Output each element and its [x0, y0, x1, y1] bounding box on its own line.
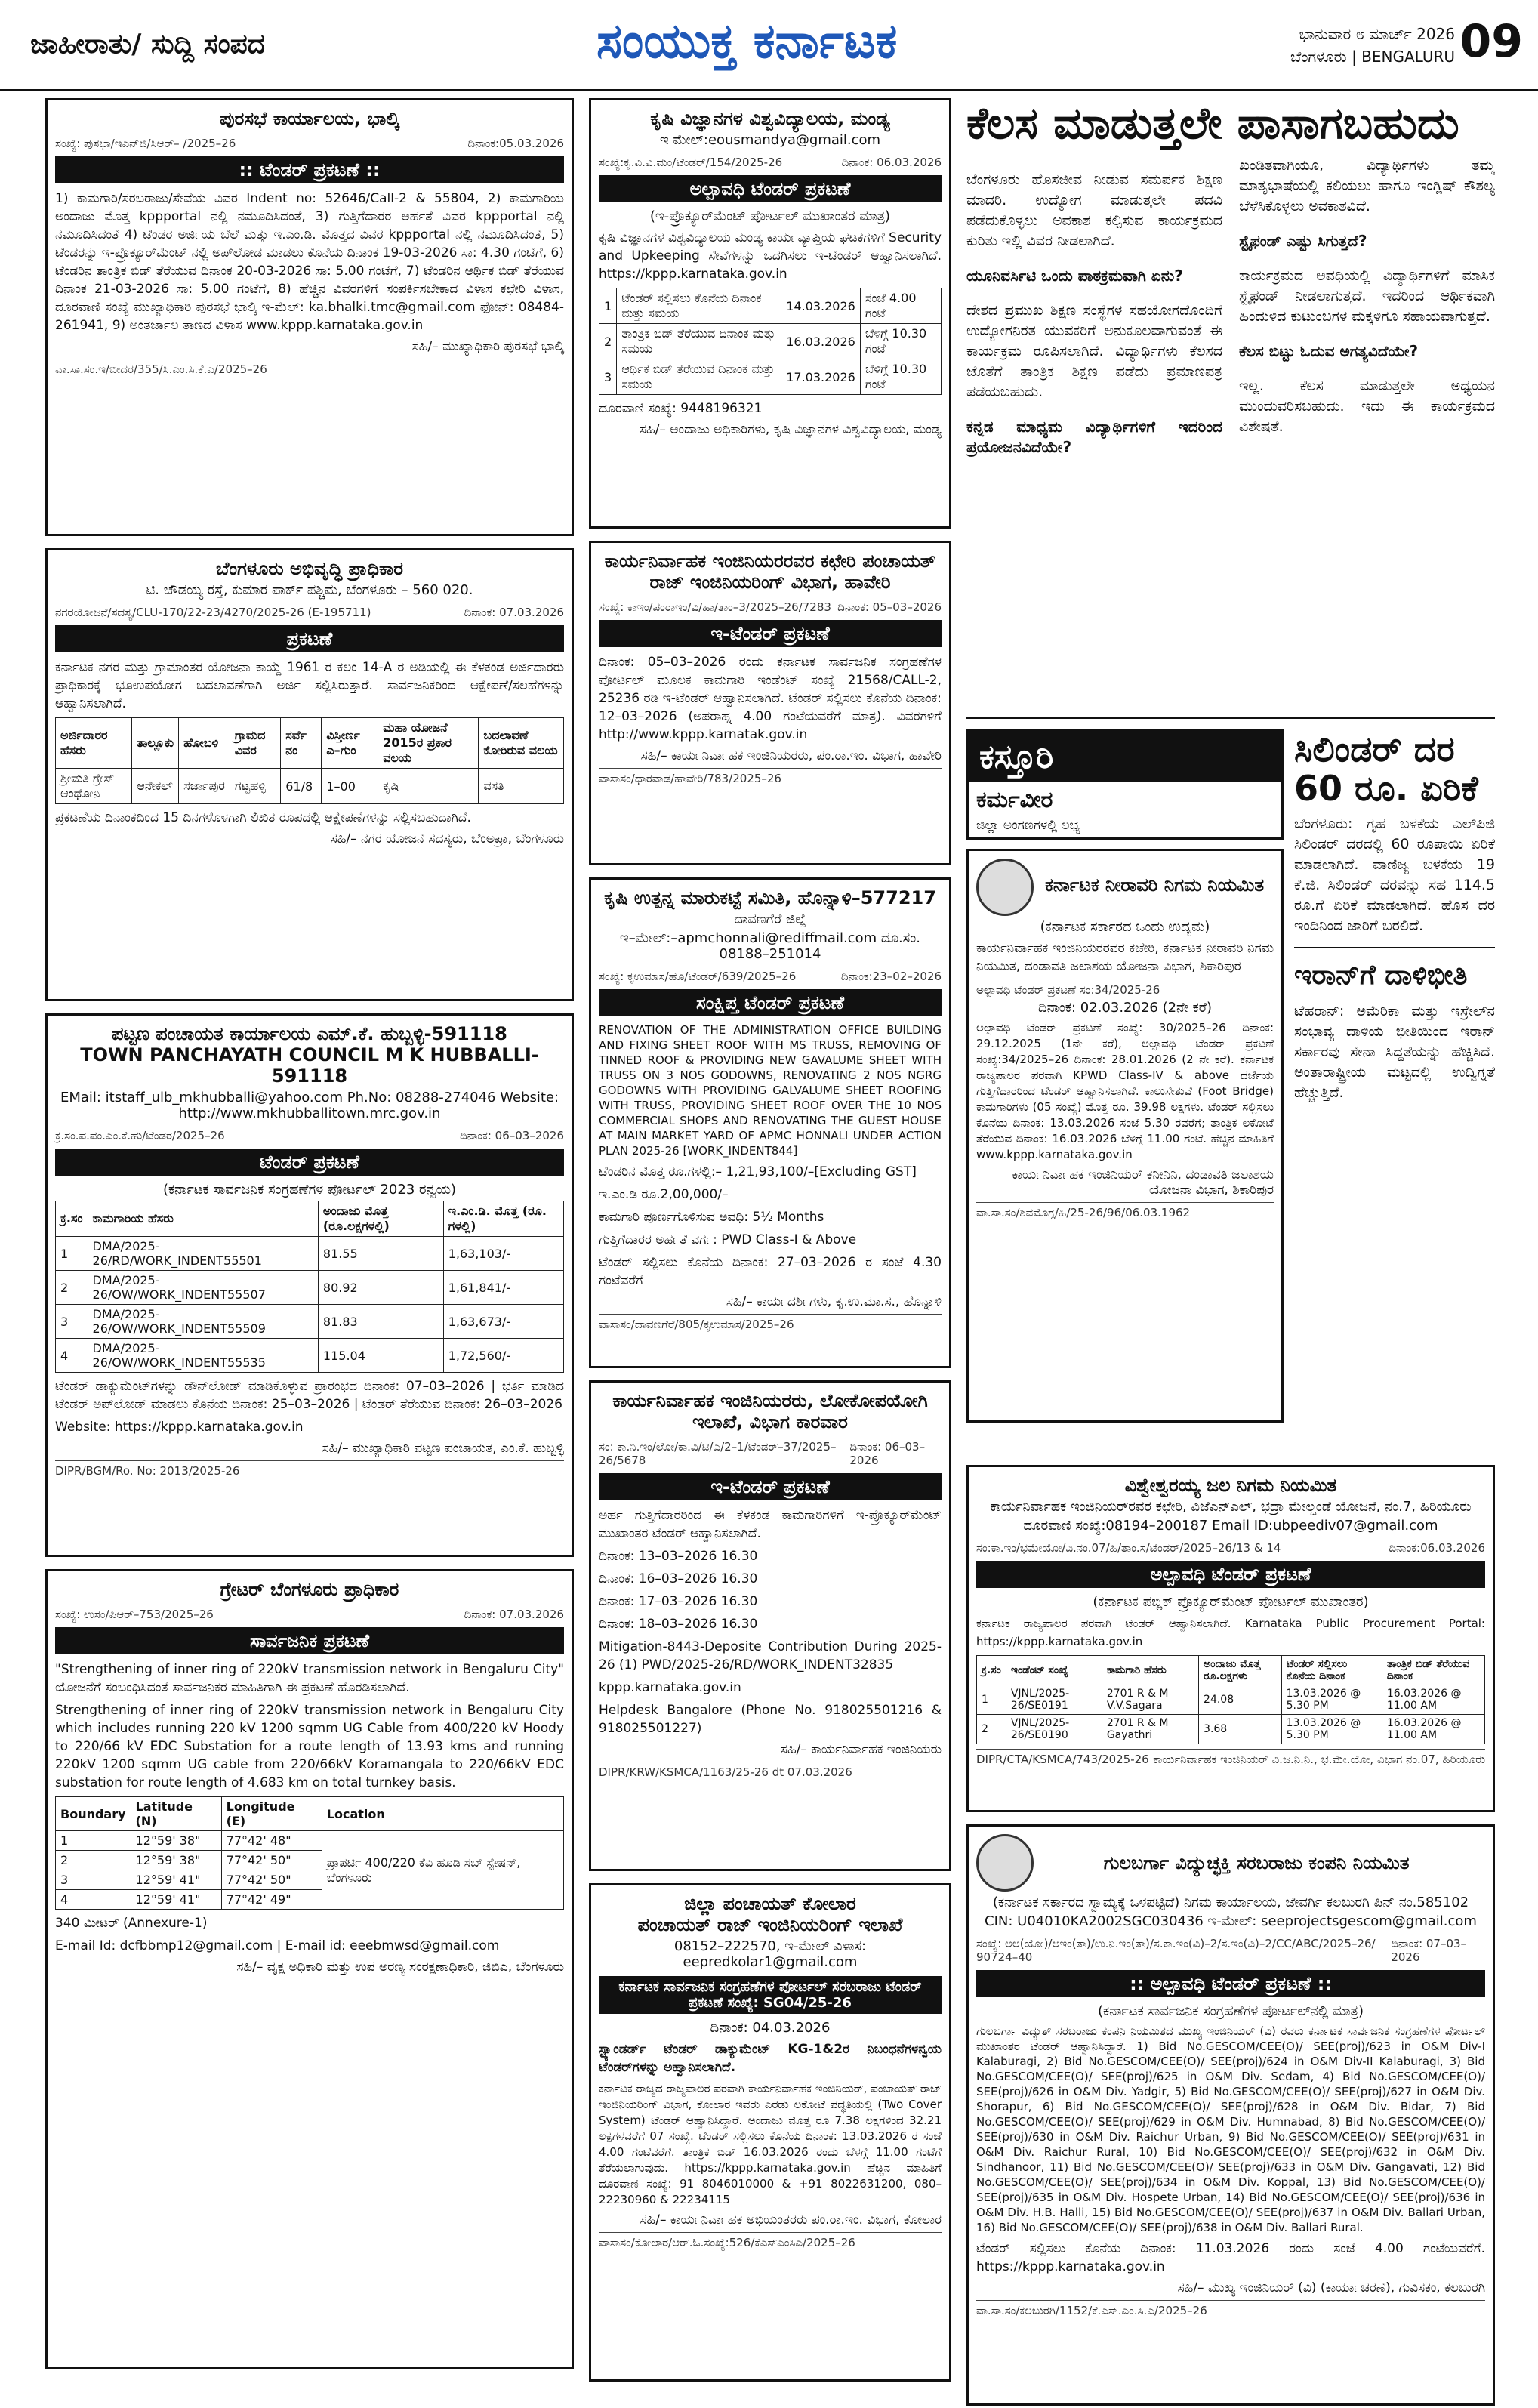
table-cell: 13.03.2026 @ 5.30 PM: [1281, 1715, 1382, 1744]
ad-email: ಇ–ಮೇಲ್:–apmchonnali@rediffmail.com ದೂ.ಸಂ. 08188–251014: [620, 930, 920, 962]
table-row: [977, 1715, 1485, 1744]
table-cell: 16.03.2026 @ 11.00 AM: [1382, 1715, 1484, 1744]
table-cell: DMA/2025-26/OW/WORK_INDENT55535: [88, 1339, 318, 1373]
ad-sign: ಸಹಿ/– ಕಾರ್ಯನಿರ್ವಾಹಕ ಇಂಜಿನಿಯರರು, ಪಂ.ರಾ.ಇಂ. ವಿಭಾಗ, ಹಾವೇರಿ: [640, 748, 942, 763]
ad-number: ಸಂಖ್ಯೆ: ಅಅ(ಯೋ)/ಅಇಂ(ತಾ)/ಉ.ನಿ.ಇಂ(ತಾ)/ಸ.ಕಾ.ಇಂ(ವಿ)–2/ಸ.ಇಂ(ವಿ)–2/CC/ABC/2025–26/ 90724–40: [976, 1937, 1376, 1964]
ad-sign: ಕಾರ್ಯನಿರ್ವಾಹಕ ಇಂಜಿನಿಯರ್ ವಿ.ಜ.ನಿ.ನಿ., ಭ.ಮೇ.ಯೋ, ವಿಭಾಗ ನಂ.07, ಹಿರಿಯೂರು: [1153, 1753, 1485, 1766]
table-cell: 16.03.2026 @ 11.00 AM: [1382, 1685, 1484, 1715]
news-body: ಬೆಂಗಳೂರು: ಗೃಹ ಬಳಕೆಯ ಎಲ್‌ಪಿಜಿ ಸಿಲಿಂಡರ್ ದರದಲ್ಲಿ 60 ರೂಪಾಯಿ ಏರಿಕೆ ಮಾಡಲಾಗಿದೆ. ವಾಣಿಜ್ಯ ಬಳಕೆಯ 19 ಕೆ.ಜಿ. ಸಿಲಿಂಡರ್ ದರವನ್ನು ಸಹ 114.5 ರೂ.ಗೆ ಏರಿಕೆ ಮಾಡಲಾಗಿದೆ. ಹೊಸ ದರ ಇಂದಿನಿಂದ ಜಾರಿಗೆ ಬರಲಿದೆ.: [1294, 816, 1495, 934]
ad-date: ದಿನಾಂಕ:23–02–2026: [840, 970, 942, 983]
ad-number: ಸಂಖ್ಯೆ: ಕೃಉಮಾಸ/ಹೊ/ಟೆಂಡರ್/639/2025–26: [599, 970, 797, 983]
table-header: ಹೋಬಳಿ: [179, 718, 230, 769]
table-cell: 4: [56, 1339, 88, 1373]
ad-body: ದಿನಾಂಕ: 05–03–2026 ರಂದು ಕರ್ನಾಟಕ ಸಾರ್ವಜನಿಕ ಸಂಗ್ರಹಣೆಗಳ ಪೋರ್ಟಲ್ ಮೂಲಕ ಕಾಮಗಾರಿ ಇಂಡೆಂಟ್ ಸಂಖ್ಯೆ 21568/CALL-2, 25236 ರಡಿ ಇ-ಟೆಂಡರ್ ಆಹ್ವಾನಿಸಲಾಗಿದೆ. ಟೆಂಡರ್ ಸಲ್ಲಿಸಲು ಕೊನೆಯ ದಿನಾಂಕ: 12–03–2026 (ಅಪರಾಹ್ನ 4.00 ಗಂಟೆಯವರೆಗೆ ಮಾತ್ರ). ವಿವರಗಳಿಗೆ http://www.kppp.karnatak.gov.in: [599, 655, 942, 742]
table-cell: ಕೃಷಿ: [378, 769, 479, 804]
table-cell: 3.68: [1199, 1715, 1282, 1744]
ad-date: ದಿನಾಂಕ: 07.03.2026: [464, 606, 564, 619]
ad-sign: ಸಹಿ/– ಮುಖ್ಯ ಇಂಜಿನಿಯರ್ (ವಿ) (ಕಾರ್ಯಾಚರಣೆ), ಗುವಿಸಕಂ, ಕಲಬುರಗಿ: [1177, 2280, 1485, 2295]
ad-body: 1) ಕಾಮಗಾರಿ/ಸರಬರಾಜು/ಸೇವೆಯ ವಿವರ Indent no: 52646/Call-2 & 55804, 2) ಕಾಮಗಾರಿಯ ಅಂದಾಜು ಮೊತ್ತ kppportal ನಲ್ಲಿ ನಮೂದಿಸಿದಂತೆ, 3) ಗುತ್ತಿಗೆದಾರರ ಅರ್ಹತೆ ವಿವರ kppportal ನಲ್ಲಿ ನಮೂದಿಸಿದಂತೆ 4) ಟೆಂಡರ ಅರ್ಜಿಯ ಬೆಲೆ ಮತ್ತು ಇ.ಎಂ.ಡಿ. ಮೊತ್ತದ ವಿವರ kppportal ನಲ್ಲಿ ನಮೂದಿಸಿದಂತೆ, 5) ಟೆಂಡರನ್ನು ಇ-ಪ್ರೊಕ್ಯೂರ್‌ಮೆಂಟ್ ನಲ್ಲಿ ಅಪ್‌ಲೋಡ ಮಾಡಲು ಕೊನೆಯ ದಿನಾಂಕ 19-03-2026 ಸಾ: 4.30 ಗಂಟೆಗೆ, 6) ಟೆಂಡರಿನ ತಾಂತ್ರಿಕ ಬಿಡ್ ತೆರೆಯುವ ದಿನಾಂಕ 20-03-2026 ಸಾ: 5.00 ಗಂಟೆಗೆ, 7) ಟೆಂಡರಿನ ಆರ್ಥಿಕ ಬಿಡ್ ತೆರೆಯುವ ದಿನಾಂಕ 21-03-2026 ಸಾ: 5.00 ಗಂಟೆಗೆ, 8) ಹೆಚ್ಚಿನ ವಿವರಗಳಿಗೆ ಸಂಪರ್ಕಿಸಬೇಕಾದ ವಿಳಾಸ ಕಛೇರಿ ವಿಳಾಸ, ದೂರವಾಣಿ ಸಂಖ್ಯೆ ಮುಖ್ಯಾಧಿಕಾರಿ ಪುರಸಭೆ ಭಾಲ್ಕಿ ಇ-ಮೆಲ್: ka.bhalki.tmc@gmail.com ಫೋನ್: 08484-261941, 9) ಅಂತರ್ಜಾಲ ತಾಣದ ವಿಳಾಸ www.kppp.karnataka.gov.in: [55, 191, 564, 333]
section-title: ಜಾಹೀರಾತು/ ಸುದ್ದಿ ಸಂಪದ: [30, 29, 265, 60]
ad-ref: DIPR/KRW/KSMCA/1163/25-26 dt 07.03.2026: [599, 1765, 852, 1779]
table-cell: ಸರ್ಜಾಪುರ: [179, 769, 230, 804]
page-number: 09: [1459, 15, 1523, 68]
article-intro: ಬೆಂಗಳೂರು ಹೊಸಜೀವ ನೀಡುವ ಸಮರ್ಪಕ ಶಿಕ್ಷಣ ಮಾದರಿ. ಉದ್ಯೋಗ ಮಾಡುತ್ತಲೇ ಪದವಿ ಪಡೆದುಕೊಳ್ಳಲು ಅವಕಾಶ ಕಲ್ಪಿಸುವ ಕಾರ್ಯಕ್ರಮದ ಕುರಿತು ಇಲ್ಲಿ ವಿವರ ನೀಡಲಾಗಿದೆ.: [966, 171, 1222, 249]
ad-office: ಕಾರ್ಯನಿರ್ವಾಹಕ ಇಂಜಿನಿಯರರವರ ಕಚೇರಿ, ಕರ್ನಾಟಕ ನೀರಾವರಿ ನಿಗಮ ನಿಯಮಿತ, ದಂಡಾವತಿ ಜಲಾಶಯ ಯೋಜನಾ ವಿಭಾಗ, ಶಿಕಾರಿಪುರ: [976, 941, 1274, 974]
article-body: [966, 156, 1495, 462]
table-row: [56, 1271, 564, 1305]
apmc-honnali-tender-ad: [589, 877, 951, 1368]
table-cell: DMA/2025-26/OW/WORK_INDENT55509: [88, 1305, 318, 1339]
table-cell: 2: [56, 1851, 131, 1870]
table-header: ಕ್ರ.ಸಂ: [56, 1201, 88, 1237]
ad-address: ಟಿ. ಚೌಡಯ್ಯ ರಸ್ತೆ, ಕುಮಾರ ಪಾರ್ಕ್ ಪಶ್ಚಿಮ, ಬೆಂಗಳೂರು – 560 020.: [146, 582, 473, 598]
ad-number: ಸಂ:ಕಾ.ಇಂ/ಭಮೇಯೋ/ವಿ.ನಂ.07/ಹಿ/ತಾಂ.ಸ/ಟೆಂಡರ್/2025–26/13 & 14: [976, 1541, 1281, 1555]
ad-title: ಪಟ್ಟಣ ಪಂಚಾಯತ ಕಾರ್ಯಾಲಯ ಎಮ್.ಕೆ. ಹುಬ್ಬಳ್ಳಿ-591118: [112, 1023, 507, 1044]
table-cell: 77°42' 49": [221, 1890, 322, 1910]
table-header: ಗ್ರಾಮದ ವಿವರ: [230, 718, 280, 769]
table-cell: 81.55: [318, 1237, 443, 1271]
ad-date: ದಿನಾಂಕ: 07.03.2026: [464, 1608, 564, 1621]
ad-sign: ಸಹಿ/– ಮುಖ್ಯಾಧಿಕಾರಿ ಪಟ್ಟಣ ಪಂಚಾಯತ, ಎಂ.ಕೆ. ಹುಬ್ಬಳ್ಳಿ: [322, 1441, 564, 1456]
table-cell: 2: [56, 1271, 88, 1305]
uas-mandya-tender-ad: [589, 98, 951, 529]
promo-brand: ಕಸ್ತೂರಿ: [969, 732, 1281, 782]
article-answer: ಇಲ್ಲ. ಕೆಲಸ ಮಾಡುತ್ತಲೇ ಅಧ್ಯಯನ ಮುಂದುವರಿಸಬಹುದು. ಇದು ಈ ಕಾರ್ಯಕ್ರಮದ ವಿಶೇಷತೆ.: [1239, 378, 1495, 435]
ad-ref: ವಾಸಾಸಂ/ಧಾರವಾಡ/ಹಾವೇರಿ/783/2025–26: [599, 772, 781, 785]
news-body: ಟೆಹರಾನ್: ಅಮೆರಿಕಾ ಮತ್ತು ಇಸ್ರೇಲ್‌ನ ಸಂಭಾವ್ಯ ದಾಳಿಯ ಭೀತಿಯಿಂದ ಇರಾನ್ ಸರ್ಕಾರವು ಸೇನಾ ಸಿದ್ಧತೆಯನ್ನು ಹೆಚ್ಚಿಸಿದೆ. ಅಂತಾರಾಷ್ಟ್ರೀಯ ಮಟ್ಟದಲ್ಲಿ ಉದ್ವಿಗ್ನತೆ ಹೆಚ್ಚುತ್ತಿದೆ.: [1294, 1003, 1495, 1101]
table-cell: 17.03.2026: [781, 359, 861, 395]
ad-title: ಜಿಲ್ಲಾ ಪಂಚಾಯತ್ ಕೋಲಾರ: [684, 1893, 856, 1914]
ad-deadline: ಟೆಂಡರ್ ಸಲ್ಲಿಸಲು ಕೊನೆಯ ದಿನಾಂಕ: 11.03.2026 ರಂದು ಸಂಜೆ 4.00 ಗಂಟೆಯವರೆಗೆ. https://kppp.karnataka.gov.in: [976, 2241, 1485, 2274]
table-row: [977, 1685, 1485, 1715]
ad-dates: ಟೆಂಡರ್ ಸಲ್ಲಿಸಲು ಕೊನೆಯ ದಿನಾಂಕ: 27–03–2026 ರ ಸಂಜೆ 4.30 ಗಂಟೆವರೆಗೆ: [599, 1255, 942, 1288]
ad-date: ದಿನಾಂಕ:06.03.2026: [1389, 1541, 1485, 1555]
ad-date: ದಿನಾಂಕ: 06–03–2026: [849, 1440, 926, 1467]
ad-body: RENOVATION OF THE ADMINISTRATION OFFICE BUILDING AND FIXING SHEET ROOF WITH MS TRUSS, REMOVING OF TINNED ROOF & PROVIDING NEW GAVALUME SHEET WITH TRUSS ON 3 NOS GODOWNS, RENOVATING 2 NOS NGRG GODOWNS WITH PROVIDING GALVALUME SHEET ROOFING WITH TRUSS, PROVIDING SHEET ROOF OVER THE 10 NOS COMMERCIAL SHOPS AND RENOVATING THE GUEST HOUSE AT MAIN MARKET YARD OF APMC HONNALI UNDER ACTION PLAN 2025-26 [WORK_INDENT844]: [599, 1023, 942, 1158]
table-cell: 1: [56, 1237, 88, 1271]
table-header: Latitude (N): [131, 1797, 221, 1831]
ad-title: ಗ್ರೇಟರ್ ಬೆಂಗಳೂರು ಪ್ರಾಧಿಕಾರ: [220, 1579, 399, 1600]
gescom-tender-ad: [966, 1824, 1495, 2406]
table-cell: VJNL/2025-26/SE0190: [1006, 1715, 1102, 1744]
ad-class: ಗುತ್ತಿಗೆದಾರರ ಅರ್ಹತೆ ವರ್ಗ: PWD Class-I & Above: [599, 1232, 857, 1247]
ad-emd: ಇ.ಎಂ.ಡಿ ರೂ.2,00,000/–: [599, 1187, 729, 1202]
article-answer: ಕಾರ್ಯಕ್ರಮದ ಅವಧಿಯಲ್ಲಿ ವಿದ್ಯಾರ್ಥಿಗಳಿಗೆ ಮಾಸಿಕ ಸ್ಟೈಫಂಡ್ ನೀಡಲಾಗುತ್ತದೆ. ಇದರಿಂದ ಆರ್ಥಿಕವಾಗಿ ಹಿಂದುಳಿದ ಕುಟುಂಬಗಳ ಮಕ್ಕಳಿಗೂ ಸಹಾಯವಾಗುತ್ತದೆ.: [1239, 267, 1495, 325]
ad-date: ದಿನಾಂಕ: 06–03–2026: [460, 1129, 564, 1142]
column-3: [966, 98, 1495, 2394]
table-cell: 12°59' 41": [131, 1870, 221, 1890]
ad-sub: (ಕರ್ನಾಟಕ ಸರ್ಕಾರದ ಒಂದು ಉದ್ಯಮ): [1040, 919, 1210, 935]
table-header: ವಿಸ್ತೀರ್ಣ ಎ–ಗುಂ: [322, 718, 378, 769]
pre-haveri-tender-ad: [589, 541, 951, 865]
table-cell: 1: [977, 1685, 1006, 1715]
ad-title: ಗುಲಬರ್ಗಾ ವಿದ್ಯುಚ್ಛಕ್ತಿ ಸರಬರಾಜು ಕಂಪನಿ ನಿಯಮಿತ: [1103, 1852, 1410, 1873]
ad-subtitle: (ಕರ್ನಾಟಕ ಪಬ್ಲಿಕ್ ಪ್ರೊಕ್ಯೂರ್‌ಮೆಂಟ್ ಪೋರ್ಟಲ್ ಮುಖಾಂತರ): [1093, 1594, 1369, 1610]
table-cell: 12°59' 41": [131, 1890, 221, 1910]
table-row: [599, 324, 942, 359]
table-header: Location: [322, 1797, 563, 1831]
table-header: ಕಾಮಗಾರಿಯ ಹೆಸರು: [88, 1201, 318, 1237]
table-cell: ಗಟ್ಟಹಳ್ಳಿ: [230, 769, 280, 804]
ad-number: ಅಲ್ಪಾವಧಿ ಟೆಂಡರ್ ಪ್ರಕಟಣೆ ಸಂ:34/2025-26: [976, 983, 1160, 997]
masthead: [0, 0, 1538, 91]
table-cell: 3: [56, 1305, 88, 1339]
date-edition: [1290, 23, 1455, 68]
ad-sign: ಸಹಿ/– ಕಾರ್ಯದರ್ಶಿಗಳು, ಕೃ.ಉ.ಮಾ.ಸ., ಹೊನ್ನಾಳಿ: [726, 1294, 942, 1309]
table-cell: 77°42' 50": [221, 1870, 322, 1890]
ad-body: ಗುಲಬರ್ಗಾ ವಿದ್ಯುತ್ ಸರಬರಾಜು ಕಂಪನಿ ನಿಯಮಿತದ ಮುಖ್ಯ ಇಂಜಿನಿಯರ್ (ವಿ) ರವರು ಕರ್ನಾಟಕ ಸಾರ್ವಜನಿಕ ಸಂಗ್ರಹಣೆಗಳ ಪೋರ್ಟಲ್ ಮುಖಾಂತರ ಟೆಂಡರ್ ಆಹ್ವಾನಿಸಿದ್ದಾರೆ. 1) Bid No.GESCOM/CEE(O)/ SEE(proj)/623 in O&M Div-I Kalaburagi, 2) Bid No.GESCOM/CEE(O)/ SEE(proj)/624 in O&M Div-II Kalaburagi, 3) Bid No.GESCOM/CEE(O)/ SEE(proj)/625 in O&M Div. Sedam, 4) Bid No.GESCOM/CEE(O)/ SEE(proj)/626 in O&M Div. Yadgir, 5) Bid No.GESCOM/CEE(O)/ SEE(proj)/627 in O&M Div. Shorapur, 6) Bid No.GESCOM/CEE(O)/ SEE(proj)/628 in O&M Div. Bidar, 7) Bid No.GESCOM/CEE(O)/ SEE(proj)/629 in O&M Div. Humnabad, 8) Bid No.GESCOM/CEE(O)/ SEE(proj)/630 in O&M Div. Raichur Urban, 9) Bid No.GESCOM/CEE(O)/ SEE(proj)/631 in O&M Div. Raichur Rural, 10) Bid No.GESCOM/CEE(O)/ SEE(proj)/632 in O&M Div. Sindhanoor, 11) Bid No.GESCOM/CEE(O)/ SEE(proj)/633 in O&M Div. Gangavati, 12) Bid No.GESCOM/CEE(O)/ SEE(proj)/634 in O&M Div. Koppal, 13) Bid No.GESCOM/CEE(O)/ SEE(proj)/635 in O&M Div. Hospete Urban, 14) Bid No.GESCOM/CEE(O)/ SEE(proj)/636 in O&M Div. H.B. Halli, 15) Bid No.GESCOM/CEE(O)/ SEE(proj)/637 in O&M Div. Ballari Urban, 16) Bid No.GESCOM/CEE(O)/ SEE(proj)/638 in O&M Div. Ballari Rural.: [976, 2024, 1485, 2234]
table-row: [599, 288, 942, 324]
works-table: [55, 1201, 564, 1373]
table-row: [599, 359, 942, 395]
ad-body: ಕರ್ನಾಟಕ ರಾಜ್ಯಪಾಲರ ಪರವಾಗಿ ಟೆಂಡರ್ ಆಹ್ವಾನಿಸಲಾಗಿದೆ. Karnataka Public Procurement Portal: https://kppp.karnataka.gov.in: [976, 1617, 1485, 1648]
table-cell: 14.03.2026: [781, 288, 861, 324]
ad-band: ಅಲ್ಪಾವಧಿ ಟೆಂಡರ್ ಪ್ರಕಟಣೆ: [599, 175, 942, 202]
table-cell: ಬೆಳಿಗ್ಗೆ 10.30 ಗಂಟೆ: [860, 359, 941, 395]
article-headline: ಕೆಲಸ ಮಾಡುತ್ತಲೇ ಪಾಸಾಗಬಹುದು: [966, 98, 1459, 149]
ad-title-2: ಪಂಚಾಯತ್ ರಾಜ್ ಇಂಜಿನಿಯರಿಂಗ್ ಇಲಾಖೆ: [637, 1914, 903, 1935]
ad-band: ಅಲ್ಪಾವಧಿ ಟೆಂಡರ್ ಪ್ರಕಟಣೆ: [976, 1561, 1485, 1588]
ad-email: E-mail Id: dcfbbmp12@gmail.com | E-mail id: eeebmwsd@gmail.com: [55, 1938, 500, 1953]
table-cell: 1,63,103/-: [443, 1237, 563, 1271]
bda-notice-ad: [45, 548, 574, 1001]
ad-band: ಇ-ಟೆಂಡರ್ ಪ್ರಕಟಣೆ: [599, 620, 942, 647]
vjnl-tender-ad: [966, 1465, 1495, 1812]
ad-sign: ಸಹಿ/– ಅಂದಾಜು ಅಧಿಕಾರಿಗಳು, ಕೃಷಿ ವಿಜ್ಞಾನಗಳ ವಿಶ್ವವಿದ್ಯಾಲಯ, ಮಂಡ್ಯ: [640, 422, 942, 437]
cylinder-news: [1294, 729, 1495, 948]
knnl-logo-icon: [976, 859, 1034, 916]
ad-band: ಪ್ರಕಟಣೆ: [55, 625, 564, 652]
schedule-table: [599, 288, 942, 395]
column-2: [589, 98, 951, 2394]
ad-band: ಸಾರ್ವಜನಿಕ ಪ್ರಕಟಣೆ: [55, 1627, 564, 1654]
ad-subtitle: (ಕರ್ನಾಟಕ ಸಾರ್ವಜನಿಕ ಸಂಗ್ರಹಣೆಗಳ ಪೋರ್ಟಲ್ 2023 ರನ್ವಯ): [162, 1182, 457, 1198]
ad-date: ದಿನಾಂಕ: 05–03–2026: [837, 600, 942, 614]
ad-body: ಕರ್ನಾಟಕ ನಗರ ಮತ್ತು ಗ್ರಾಮಾಂತರ ಯೋಜನಾ ಕಾಯ್ದೆ 1961 ರ ಕಲಂ 14-A ರ ಅಡಿಯಲ್ಲಿ ಈ ಕೆಳಕಂಡ ಅರ್ಜಿದಾರರು ಪ್ರಾಧಿಕಾರಕ್ಕೆ ಭೂಉಪಯೋಗ ಬದಲಾವಣೆಗಾಗಿ ಅರ್ಜಿ ಸಲ್ಲಿಸಿರುತ್ತಾರೆ. ಸಾರ್ವಜನಿಕರಿಂದ ಆಕ್ಷೇಪಣೆ/ಸಲಹೆಗಳನ್ನು ಆಹ್ವಾನಿಸಲಾಗಿದೆ.: [55, 660, 564, 711]
ad-band: ಟೆಂಡರ್ ಪ್ರಕಟಣೆ: [55, 1149, 564, 1176]
table-cell: 3: [56, 1870, 131, 1890]
table-header: ತಾಲ್ಲೂಕು: [132, 718, 179, 769]
table-cell: 1: [599, 288, 617, 324]
landuse-table: [55, 717, 564, 804]
article-answer: ದೇಶದ ಪ್ರಮುಖ ಶಿಕ್ಷಣ ಸಂಸ್ಥೆಗಳ ಸಹಯೋಗದೊಂದಿಗೆ ಉದ್ಯೋಗನಿರತ ಯುವಕರಿಗೆ ಅನುಕೂಲವಾಗುವಂತೆ ಈ ಕಾರ್ಯಕ್ರಮ ರೂಪಿಸಲಾಗಿದೆ. ವಿದ್ಯಾರ್ಥಿಗಳು ಕೆಲಸದ ಜೊತೆಗೆ ತಾಂತ್ರಿಕ ಶಿಕ್ಷಣ ಪಡೆದು ಪ್ರಮಾಣಪತ್ರ ಪಡೆಯಬಹುದು.: [966, 302, 1222, 400]
project-description: Strengthening of inner ring of 220kV transmission network in Bengaluru City which includes running 220 kV 1200 sqmm UG Cable from 400/220 kV Hoody to 220/66 kV EDC Substation for a route length of 13.93 kms and running 220kV 1200 sqmm UG cable from 220/66kV Koramangala to 220/66kV EDC substation for route length of 4.683 km on total turnkey basis.: [55, 1703, 564, 1790]
article-question: ಕೆಲಸ ಬಿಟ್ಟು ಓದುವ ಅಗತ್ಯವಿದೆಯೇ?: [1239, 342, 1419, 360]
table-cell: 81.83: [318, 1305, 443, 1339]
table-cell: 4: [56, 1890, 131, 1910]
ad-area: 340 ಮೀಟರ್ (Annexure-1): [55, 1916, 208, 1931]
schedule-date: ದಿನಾಂಕ: 16–03–2026 16.30: [599, 1571, 758, 1586]
ad-ref: ವಾ.ಸಾ.ಸಂ.ಇ/ಬೀದರ/355/ಸಿ.ಎಂ.ಸಿ.ಕೆ.ಎ/2025–26: [55, 362, 267, 376]
ad-band: :: ಟೆಂಡರ್ ಪ್ರಕಟಣೆ ::: [55, 156, 564, 183]
table-cell: 24.08: [1199, 1685, 1282, 1715]
ad-band: ಇ-ಟೆಂಡರ್ ಪ್ರಕಟಣೆ: [599, 1473, 942, 1500]
table-cell: 61/8: [281, 769, 322, 804]
ad-subtitle: ಸ್ಟ್ಯಾಂಡರ್ಡ್ ಟೆಂಡರ್ ಡಾಕ್ಯುಮೆಂಟ್ KG-1&2ರ ನಿಬಂಧನೆಗಳನ್ವಯ ಟೆಂಡರ್‌ಗಳನ್ನು ಅಹ್ವಾನಿಸಲಾಗಿದೆ.: [599, 2042, 942, 2075]
ad-website: kppp.karnataka.gov.in: [599, 1680, 741, 1695]
ad-date: ದಿನಾಂಕ: 06.03.2026: [841, 156, 942, 169]
ad-ref: DIPR/BGM/Ro. No: 2013/2025-26: [55, 1464, 240, 1478]
table-header: ಅಂದಾಜು ಮೊತ್ತ ರೂ.ಲಕ್ಷಗಳು: [1199, 1656, 1282, 1685]
ad-subtitle: (ಕರ್ನಾಟಕ ಸಾರ್ವಜನಿಕ ಸಂಗ್ರಹಣೆಗಳ ಪೋರ್ಟಲ್‌ನಲ್ಲಿ ಮಾತ್ರ): [1098, 2003, 1364, 2019]
ad-sign: ಸಹಿ/– ಕಾರ್ಯನಿರ್ವಾಹಕ ಅಭಿಯಂತರರು ಪಂ.ರಾ.ಇಂ. ವಿಭಾಗ, ಕೋಲಾರ: [640, 2212, 942, 2228]
table-header: ಅರ್ಜಿದಾರರ ಹೆಸರು: [56, 718, 132, 769]
article-question: ಕನ್ನಡ ಮಾಧ್ಯಮ ವಿದ್ಯಾರ್ಥಿಗಳಿಗೆ ಇದರಿಂದ ಪ್ರಯೋಜನವಿದೆಯೇ?: [966, 418, 1222, 456]
table-header: ಇ.ಎಂ.ಡಿ. ಮೊತ್ತ (ರೂ. ಗಳಲ್ಲಿ): [443, 1201, 563, 1237]
ad-contact: EMail: itstaff_ulb_mkhubballi@yahoo.com Ph.No: 08288-274046 Website: http://www.mkhubballitown.mrc.gov.in: [60, 1090, 559, 1121]
table-cell: ಆನೇಕಲ್: [132, 769, 179, 804]
schedule-date: ದಿನಾಂಕ: 17–03–2026 16.30: [599, 1594, 758, 1609]
main-article: [966, 98, 1495, 719]
ad-date: ದಿನಾಂಕ: 07–03–2026: [1391, 1937, 1467, 1964]
article-question: ಸ್ಟೈಫಂಡ್ ಎಷ್ಟು ಸಿಗುತ್ತದೆ?: [1239, 232, 1367, 250]
ad-number: ಕ್ರ.ಸಂ.ಪ.ಪಂ.ಎಂ.ಕೆ.ಹು/ಟೆಂಡರ/2025–26: [55, 1129, 225, 1142]
ad-amount: ಟೆಂಡರಿನ ಮೊತ್ತ ರೂ.ಗಳಲ್ಲಿ:– 1,21,93,100/–[Excluding GST]: [599, 1164, 917, 1179]
issue-date: ಭಾನುವಾರ ೮ ಮಾರ್ಚ್ 2026: [1299, 25, 1455, 43]
ad-website: Website: https://kppp.karnataka.gov.in: [55, 1420, 304, 1435]
table-cell: ವಸತಿ: [479, 769, 564, 804]
table-header: ಕ್ರ.ಸಂ: [977, 1656, 1006, 1685]
ad-body: ಕೃಷಿ ವಿಜ್ಞಾನಗಳ ವಿಶ್ವವಿದ್ಯಾಲಯ ಮಂಡ್ಯ ಕಾರ್ಯವ್ಯಾಪ್ತಿಯ ಘಟಕಗಳಿಗೆ Security and Upkeeping ಸೇವೆಗಳನ್ನು ಒದಗಿಸಲು ಇ-ಟೆಂಡರ್ ಆಹ್ವಾನಿಸಲಾಗಿದೆ. https://kppp.karnataka.gov.in: [599, 230, 942, 282]
ad-title: ವಿಶ್ವೇಶ್ವರಯ್ಯ ಜಲ ನಿಗಮ ನಿಯಮಿತ: [1124, 1475, 1337, 1496]
table-header: ಮಹಾ ಯೋಜನೆ 2015ರ ಪ್ರಕಾರ ವಲಯ: [378, 718, 479, 769]
table-cell: 2: [977, 1715, 1006, 1744]
ad-body: "Strengthening of inner ring of 220kV transmission network in Bengaluru City" ಯೋಜನೆಗೆ ಸಂಬಂಧಿಸಿದಂತೆ ಸಾರ್ವಜನಿಕರ ಮಾಹಿತಿಗಾಗಿ ಈ ಪ್ರಕಟಣೆ ಹೊರಡಿಸಲಾಗಿದೆ.: [55, 1662, 564, 1695]
ad-cin: CIN: U04010KA2002SGC030436 ಇ-ಮೇಲ್: seeprojectsgescom@gmail.com: [985, 1913, 1477, 1929]
karmaveera-promo: [966, 729, 1284, 840]
ad-number: ಸಂಖ್ಯೆ: ಪುಸಭಾ/ಇಎನ್‌ಜಿ/ಸಿಆರ್– /2025–26: [55, 137, 236, 150]
ad-body: ಅರ್ಹ ಗುತ್ತಿಗೆದಾರರಿಂದ ಈ ಕೆಳಕಂಡ ಕಾಮಗಾರಿಗಳಿಗೆ ಇ-ಪ್ರೊಕ್ಯೂರ್‌ಮೆಂಟ್ ಮುಖಾಂತರ ಟೆಂಡರ್ ಆಹ್ವಾನಿಸಲಾಗಿದೆ.: [599, 1508, 942, 1541]
news-headline: ಇರಾನ್‌ಗೆ ದಾಳಿಭೀತಿ: [1294, 960, 1468, 991]
ad-number: ಸಂ: ಕಾ.ನಿ.ಇಂ/ಲೋ/ಕಾ.ವಿ/ಟಿ/ಎ/2–1/ಟೆಂಡರ್–37/2025–26/5678: [599, 1440, 837, 1467]
table-cell: 3: [599, 359, 617, 395]
ad-dates: ಟೆಂಡರ್ ಡಾಕ್ಯುಮೆಂಟ್‌ಗಳನ್ನು ಡೌನ್‌ಲೋಡ್ ಮಾಡಿಕೊಳ್ಳುವ ಪ್ರಾರಂಭದ ದಿನಾಂಕ: 07–03–2026 | ಭರ್ತಿ ಮಾಡಿದ ಟೆಂಡರ್ ಅಪ್‌ಲೋಡ್ ಮಾಡಲು ಕೊನೆಯ ದಿನಾಂಕ: 25–03–2026 | ಟೆಂಡರ್ ತೆರೆಯುವ ದಿನಾಂಕ: 26–03–2026: [55, 1379, 564, 1412]
table-row: [56, 1339, 564, 1373]
ad-number: ಸಂಖ್ಯೆ: ಉಸಂ/ಪಿಆರ್–753/2025–26: [55, 1608, 214, 1621]
ad-title-english: TOWN PANCHAYATH COUNCIL M K HUBBALLI-591118: [80, 1044, 539, 1087]
ad-contact: ದೂರವಾಣಿ ಸಂಖ್ಯೆ: 9448196321: [599, 401, 763, 416]
gescom-logo-icon: [976, 1834, 1034, 1892]
ad-sign: ಸಹಿ/– ಕಾರ್ಯನಿರ್ವಾಹಕ ಇಂಜಿನಿಯರು: [780, 1742, 942, 1757]
ad-title: ಕೃಷಿ ಉತ್ಪನ್ನ ಮಾರುಕಟ್ಟೆ ಸಮಿತಿ, ಹೊನ್ನಾಳಿ–577217: [604, 887, 936, 908]
ad-band: ಸಂಕ್ಷಿಪ್ತ ಟೆಂಡರ್ ಪ್ರಕಟಣೆ: [599, 989, 942, 1016]
table-header: Longitude (E): [221, 1797, 322, 1831]
schedule-date: ದಿನಾಂಕ: 13–03–2026 16.30: [599, 1549, 758, 1564]
table-row: [56, 1305, 564, 1339]
ad-ref: ವಾಸಾಸಂ/ಕೋಲಾರ/ಆರ್.ಓ.ಸಂಖ್ಯೆ:526/ಕೆಎಸ್‌ಎಂಸಿಎ/2025–26: [599, 2236, 855, 2249]
edition-label: ಬೆಂಗಳೂರು | BENGALURU: [1290, 48, 1455, 66]
ad-subtitle: (ಇ-ಪ್ರೊಕ್ಯೂರ್‌ಮೆಂಟ್ ಪೋರ್ಟಲ್ ಮುಖಾಂತರ ಮಾತ್ರ): [649, 208, 891, 224]
ad-work: Mitigation-8443-Deposite Contribution During 2025-26 (1) PWD/2025-26/RD/WORK_INDENT32835: [599, 1639, 942, 1673]
column-1: [45, 98, 574, 2394]
table-cell: 2: [599, 324, 617, 359]
article-answer: ಖಂಡಿತವಾಗಿಯೂ, ವಿದ್ಯಾರ್ಥಿಗಳು ತಮ್ಮ ಮಾತೃಭಾಷೆಯಲ್ಲಿ ಕಲಿಯಲು ಹಾಗೂ ಇಂಗ್ಲಿಷ್ ಕೌಶಲ್ಯ ಬೆಳೆಸಿಕೊಳ್ಳಲು ಅವಕಾಶವಿದೆ.: [1239, 157, 1495, 214]
table-cell: 80.92: [318, 1271, 443, 1305]
ad-band: ಕರ್ನಾಟಕ ಸಾರ್ವಜನಿಕ ಸಂಗ್ರಹಣೆಗಳ ಪೋರ್ಟಲ್ ಸರಬರಾಜು ಟೆಂಡರ್ ಪ್ರಕಟಣೆ ಸಂಖ್ಯೆ: SG04/25-26: [599, 1976, 942, 2014]
table-cell: DMA/2025-26/OW/WORK_INDENT55507: [88, 1271, 318, 1305]
table-cell: ತಾಂತ್ರಿಕ ಬಿಡ್ ತೆರೆಯುವ ದಿನಾಂಕ ಮತ್ತು ಸಮಯ: [617, 324, 781, 359]
table-row: [56, 769, 564, 804]
ad-sub: (ಕರ್ನಾಟಕ ಸರ್ಕಾರದ ಸ್ವಾಮ್ಯಕ್ಕೆ ಒಳಪಟ್ಟಿದೆ) ನಿಗಮ ಕಾರ್ಯಾಲಯ, ಜೇವರ್ಗಿ ಕಲಬುರಗಿ ಪಿನ್ ನಂ.585102: [992, 1895, 1469, 1910]
table-cell: 77°42' 48": [221, 1831, 322, 1851]
iran-news: [1294, 956, 1495, 1103]
ad-date: ದಿನಾಂಕ: 04.03.2026: [710, 2020, 831, 2036]
table-cell: 77°42' 50": [221, 1851, 322, 1870]
pwd-karwar-tender-ad: [589, 1380, 951, 1871]
schedule-date: ದಿನಾಂಕ: 18–03–2026 16.30: [599, 1617, 758, 1632]
table-cell: 1,61,841/-: [443, 1271, 563, 1305]
ad-date: ದಿನಾಂಕ:05.03.2026: [467, 137, 564, 150]
table-cell: ಬೆಳಿಗ್ಗೆ 10.30 ಗಂಟೆ: [860, 324, 941, 359]
ad-contact: 08152–222570, ಇ-ಮೇಲ್ ವಿಳಾಸ: eepredkolar1@gmail.com: [673, 1938, 867, 1970]
ad-title: ಕರ್ನಾಟಕ ನೀರಾವರಿ ನಿಗಮ ನಿಯಮಿತ: [1045, 874, 1265, 896]
table-header: ಬದಲಾವಣೆ ಕೋರಿರುವ ವಲಯ: [479, 718, 564, 769]
vjnl-table: [976, 1655, 1485, 1744]
table-cell: 1: [56, 1831, 131, 1851]
mk-hubballi-tender-ad: [45, 1013, 574, 1557]
table-cell: 1–00: [322, 769, 378, 804]
ad-ref: ವಾಸಾಸಂ/ದಾವಣಗೆರೆ/805/ಕೃಉಮಾಸ/2025–26: [599, 1318, 794, 1331]
ad-office: ಕಾರ್ಯನಿರ್ವಾಹಕ ಇಂಜಿನಿಯರ್‌ರವರ ಕಛೇರಿ, ವಿಜೆಎನ್‌ಎಲ್, ಭದ್ರಾ ಮೇಲ್ದಂಡೆ ಯೋಜನೆ, ನಂ.7, ಹಿರಿಯೂರು: [990, 1499, 1472, 1515]
table-cell: ಶ್ರೀಮತಿ ಗ್ರೇಸ್ ಆಂಥೋನಿ: [56, 769, 132, 804]
ad-sign: ಸಹಿ/– ಮುಖ್ಯಾಧಿಕಾರಿ ಪುರಸಭೆ ಭಾಲ್ಕಿ: [411, 339, 564, 354]
table-cell: 12°59' 38": [131, 1831, 221, 1851]
ad-ref: DIPR/CTA/KSMCA/743/2025-26: [976, 1753, 1149, 1766]
promo-tagline: ಜಿಲ್ಲಾ ಅಂಗಣಗಳಲ್ಲಿ ಲಭ್ಯ: [976, 818, 1080, 833]
table-row: [56, 1237, 564, 1271]
paper-logo: ಸಂಯುಕ್ತ ಕರ್ನಾಟಕ: [596, 14, 898, 69]
ad-sign: ಸಹಿ/– ವೃಕ್ಷ ಅಧಿಕಾರಿ ಮತ್ತು ಉಪ ಅರಣ್ಯ ಸಂರಕ್ಷಣಾಧಿಕಾರಿ, ಜಿಬಿಎ, ಬೆಂಗಳೂರು: [236, 1959, 564, 1975]
article-question: ಯೂನಿವರ್ಸಿಟಿ ಒಂದು ಪಾಠಕ್ರಮವಾಗಿ ಏನು?: [966, 267, 1183, 285]
table-cell: ಆರ್ಥಿಕ ಬಿಡ್ ತೆರೆಯುವ ದಿನಾಂಕ ಮತ್ತು ಸಮಯ: [617, 359, 781, 395]
ad-ref: ವಾ.ಸಾ.ಸಂ/ಕಲಬುರಗಿ/1152/ಕೆ.ಎಸ್.ಎಂ.ಸಿ.ಎ/2025–26: [976, 2304, 1207, 2317]
table-cell: 13.03.2026 @ 5.30 PM: [1281, 1685, 1382, 1715]
bhalki-tender-ad: [45, 98, 574, 536]
table-cell: VJNL/2025-26/SE0191: [1006, 1685, 1102, 1715]
table-row: [56, 1831, 564, 1851]
ad-sign: ಸಹಿ/– ನಗರ ಯೋಜನೆ ಸದಸ್ಯರು, ಬೆಂಅಪ್ರಾ, ಬೆಂಗಳೂರು: [330, 831, 564, 846]
table-header: Boundary: [56, 1797, 131, 1831]
ad-date: ದಿನಾಂಕ: 02.03.2026 (2ನೇ ಕರೆ): [1037, 1000, 1213, 1016]
ad-title: ಬೆಂಗಳೂರು ಅಭಿವೃದ್ಧಿ ಪ್ರಾಧಿಕಾರ: [216, 558, 403, 579]
table-header: ಅಂದಾಜು ಮೊತ್ತ (ರೂ.ಲಕ್ಷಗಳಲ್ಲಿ): [318, 1201, 443, 1237]
table-cell: DMA/2025-26/RD/WORK_INDENT55501: [88, 1237, 318, 1271]
boundary-table: [55, 1796, 564, 1910]
knnl-tender-ad: [966, 849, 1284, 1423]
table-cell: 1,63,673/-: [443, 1305, 563, 1339]
table-cell: 115.04: [318, 1339, 443, 1373]
table-cell: 12°59' 38": [131, 1851, 221, 1870]
table-cell: 16.03.2026: [781, 324, 861, 359]
table-header: ಟೆಂಡರ್ ಸಲ್ಲಿಸಲು ಕೊನೆಯ ದಿನಾಂಕ: [1281, 1656, 1382, 1685]
ad-number: ಸಂಖ್ಯೆ:ಕೃ.ವಿ.ವಿ.ಮಂ/ಟೆಂಡರ್/154/2025-26: [599, 156, 783, 169]
ad-period: ಕಾಮಗಾರಿ ಪೂರ್ಣಗೊಳಿಸುವ ಅವಧಿ: 5½ Months: [599, 1210, 824, 1225]
gba-public-notice-ad: [45, 1569, 574, 2369]
ad-title: ಕಾರ್ಯನಿರ್ವಾಹಕ ಇಂಜಿನಿಯರರವರ ಕಛೇರಿ ಪಂಚಾಯತ್ ರಾಜ್ ಇಂಜಿನಿಯರಿಂಗ್ ವಿಭಾಗ, ಹಾವೇರಿ: [604, 550, 936, 593]
table-cell: ಟೆಂಡರ್ ಸಲ್ಲಿಸಲು ಕೊನೆಯ ದಿನಾಂಕ ಮತ್ತು ಸಮಯ: [617, 288, 781, 324]
news-headline: ಸಿಲಿಂಡರ್ ದರ 60 ರೂ. ಏರಿಕೆ: [1294, 729, 1478, 809]
table-cell: 2701 R & M Gayathri: [1102, 1715, 1198, 1744]
zp-kolar-tender-ad: [589, 1883, 951, 2382]
ad-contact: ದೂರವಾಣಿ ಸಂಖ್ಯೆ:08194–200187 Email ID:ubpeediv07@gmail.com: [1023, 1518, 1438, 1534]
ad-email: ಇ ಮೇಲ್:eousmandya@gmail.com: [659, 132, 881, 148]
table-cell: 2701 R & M V.V.Sagara: [1102, 1685, 1198, 1715]
ad-title: ಪುರಸಭೆ ಕಾರ್ಯಾಲಯ, ಭಾಲ್ಕಿ: [220, 108, 399, 129]
ad-sub: ದಾವಣಗೆರೆ ಜಿಲ್ಲೆ: [734, 911, 806, 927]
ad-helpdesk: Helpdesk Bangalore (Phone No. 918025501216 & 918025501227): [599, 1703, 942, 1736]
ad-band: :: ಅಲ್ಪಾವಧಿ ಟೆಂಡರ್ ಪ್ರಕಟಣೆ ::: [976, 1970, 1485, 1997]
ad-title: ಕೃಷಿ ವಿಜ್ಞಾನಗಳ ವಿಶ್ವವಿದ್ಯಾಲಯ, ಮಂಡ್ಯ: [650, 108, 890, 129]
ad-number: ನಗರಯೋಜನೆ/ಸದಸ್ಯ/CLU-170/22-23/4270/2025-26 (E-195711): [55, 606, 371, 619]
table-header: ಇಂಡೆಂಟ್ ಸಂಖ್ಯೆ: [1006, 1656, 1102, 1685]
table-header: ಸರ್ವೆ ನಂ: [281, 718, 322, 769]
ad-body: ಅಲ್ಪಾವಧಿ ಟೆಂಡರ್ ಪ್ರಕಟಣೆ ಸಂಖ್ಯೆ: 30/2025–26 ದಿನಾಂಕ: 29.12.2025 (1ನೇ ಕರೆ), ಅಲ್ಪಾವಧಿ ಟೆಂಡರ್ ಪ್ರಕಟಣೆ ಸಂಖ್ಯೆ:34/2025–26 ದಿನಾಂಕ: 28.01.2026 (2 ನೇ ಕರೆ). ಕರ್ನಾಟಕ ರಾಜ್ಯಪಾಲರ ಪರವಾಗಿ KPWD Class-IV & above ದರ್ಜೆಯ ಗುತ್ತಿಗೆದಾರರಿಂದ ಟೆಂಡರ್ ಆಹ್ವಾನಿಸಲಾಗಿದೆ. ಕಾಲುಸೇತುವೆ (Foot Bridge) ಕಾಮಗಾರಿಗಳು (05 ಸಂಖ್ಯೆ) ಮೊತ್ತ ರೂ. 39.98 ಲಕ್ಷಗಳು. ಟೆಂಡರ್ ಸಲ್ಲಿಸಲು ಕೊನೆಯ ದಿನಾಂಕ: 13.03.2026 ಸಂಜೆ 5.30 ರವರೆಗೆ; ತಾಂತ್ರಿಕ ಲಕೋಟೆ ತೆರೆಯುವ ದಿನಾಂಕ: 16.03.2026 ಬೆಳಿಗ್ಗೆ 11.00 ಗಂಟೆ. ಹೆಚ್ಚಿನ ಮಾಹಿತಿಗೆ www.kppp.karnataka.gov.in: [976, 1021, 1274, 1161]
ad-ref: ವಾ.ಸಾ.ಸಂ/ಶಿವಮೊಗ್ಗ/ಹಿ/25-26/96/06.03.1962: [976, 1206, 1191, 1219]
table-cell: ಸಂಜೆ 4.00 ಗಂಟೆ: [860, 288, 941, 324]
ad-note: ಪ್ರಕಟಣೆಯ ದಿನಾಂಕದಿಂದ 15 ದಿನಗಳೊಳಗಾಗಿ ಲಿಖಿತ ರೂಪದಲ್ಲಿ ಆಕ್ಷೇಪಣೆಗಳನ್ನು ಸಲ್ಲಿಸಬಹುದಾಗಿದೆ.: [55, 810, 471, 825]
ad-sign: ಕಾರ್ಯನಿರ್ವಾಹಕ ಇಂಜಿನಿಯರ್ ಕನೀನಿನಿ, ದಂಡಾವತಿ ಜಲಾಶಯ ಯೋಜನಾ ವಿಭಾಗ, ಶಿಕಾರಿಪುರ: [1012, 1167, 1274, 1198]
table-header: ಕಾಮಗಾರಿ ಹೆಸರು: [1102, 1656, 1198, 1685]
table-header: ತಾಂತ್ರಿಕ ಬಿಡ್ ತೆರೆಯುವ ದಿನಾಂಕ: [1382, 1656, 1484, 1685]
ad-title: ಕಾರ್ಯನಿರ್ವಾಹಕ ಇಂಜಿನಿಯರರು, ಲೋಕೋಪಯೋಗಿ ಇಲಾಖೆ, ವಿಭಾಗ ಕಾರವಾರ: [612, 1390, 928, 1432]
table-cell: 1,72,560/-: [443, 1339, 563, 1373]
ad-body: ಕರ್ನಾಟಕ ರಾಜ್ಯದ ರಾಜ್ಯಪಾಲರ ಪರವಾಗಿ ಕಾರ್ಯನಿರ್ವಾಹಕ ಇಂಜಿನಿಯರ್, ಪಂಚಾಯತ್ ರಾಜ್ ಇಂಜಿನಿಯರಿಂಗ್ ವಿಭಾಗ, ಕೋಲಾರ ಇವರು ಎರಡು ಲಕೋಟೆ ಪದ್ಧತಿಯಲ್ಲಿ (Two Cover System) ಟೆಂಡರ್ ಆಹ್ವಾನಿಸಿದ್ದಾರೆ. ಅಂದಾಜು ಮೊತ್ತ ರೂ 7.38 ಲಕ್ಷಗಳಿಂದ 32.21 ಲಕ್ಷಗಳವರೆಗೆ 07 ಸಂಖ್ಯೆ. ಟೆಂಡರ್ ಸಲ್ಲಿಸಲು ಕೊನೆಯ ದಿನಾಂಕ: 13.03.2026 ರ ಸಂಜೆ 4.00 ಗಂಟೆವರೆಗೆ. ತಾಂತ್ರಿಕ ಬಿಡ್ 16.03.2026 ರಂದು ಬೆಳಗ್ಗೆ 11.00 ಗಂಟೆಗೆ ತೆರೆಯಲಾಗುವುದು. https://kppp.karnataka.gov.in ಹೆಚ್ಚಿನ ಮಾಹಿತಿಗೆ ದೂರವಾಣಿ ಸಂಖ್ಯೆ: 91 8046010000 & +91 8022631200, 080–22230960 & 22234115: [599, 2082, 942, 2206]
ad-number: ಸಂಖ್ಯೆ: ಕಾಇಂ/ಪಂರಾಇಂ/ವಿ/ಹಾ/ತಾಂ–3/2025–26/7283: [599, 600, 831, 614]
location-cell: ಪ್ರಾಪರ್ಟಿ 400/220 ಕೆವಿ ಹೂಡಿ ಸಬ್ ಸ್ಟೇಷನ್, ಬೆಂಗಳೂರು: [322, 1831, 563, 1910]
promo-tag: ಕರ್ಮವೀರ: [976, 787, 1053, 813]
